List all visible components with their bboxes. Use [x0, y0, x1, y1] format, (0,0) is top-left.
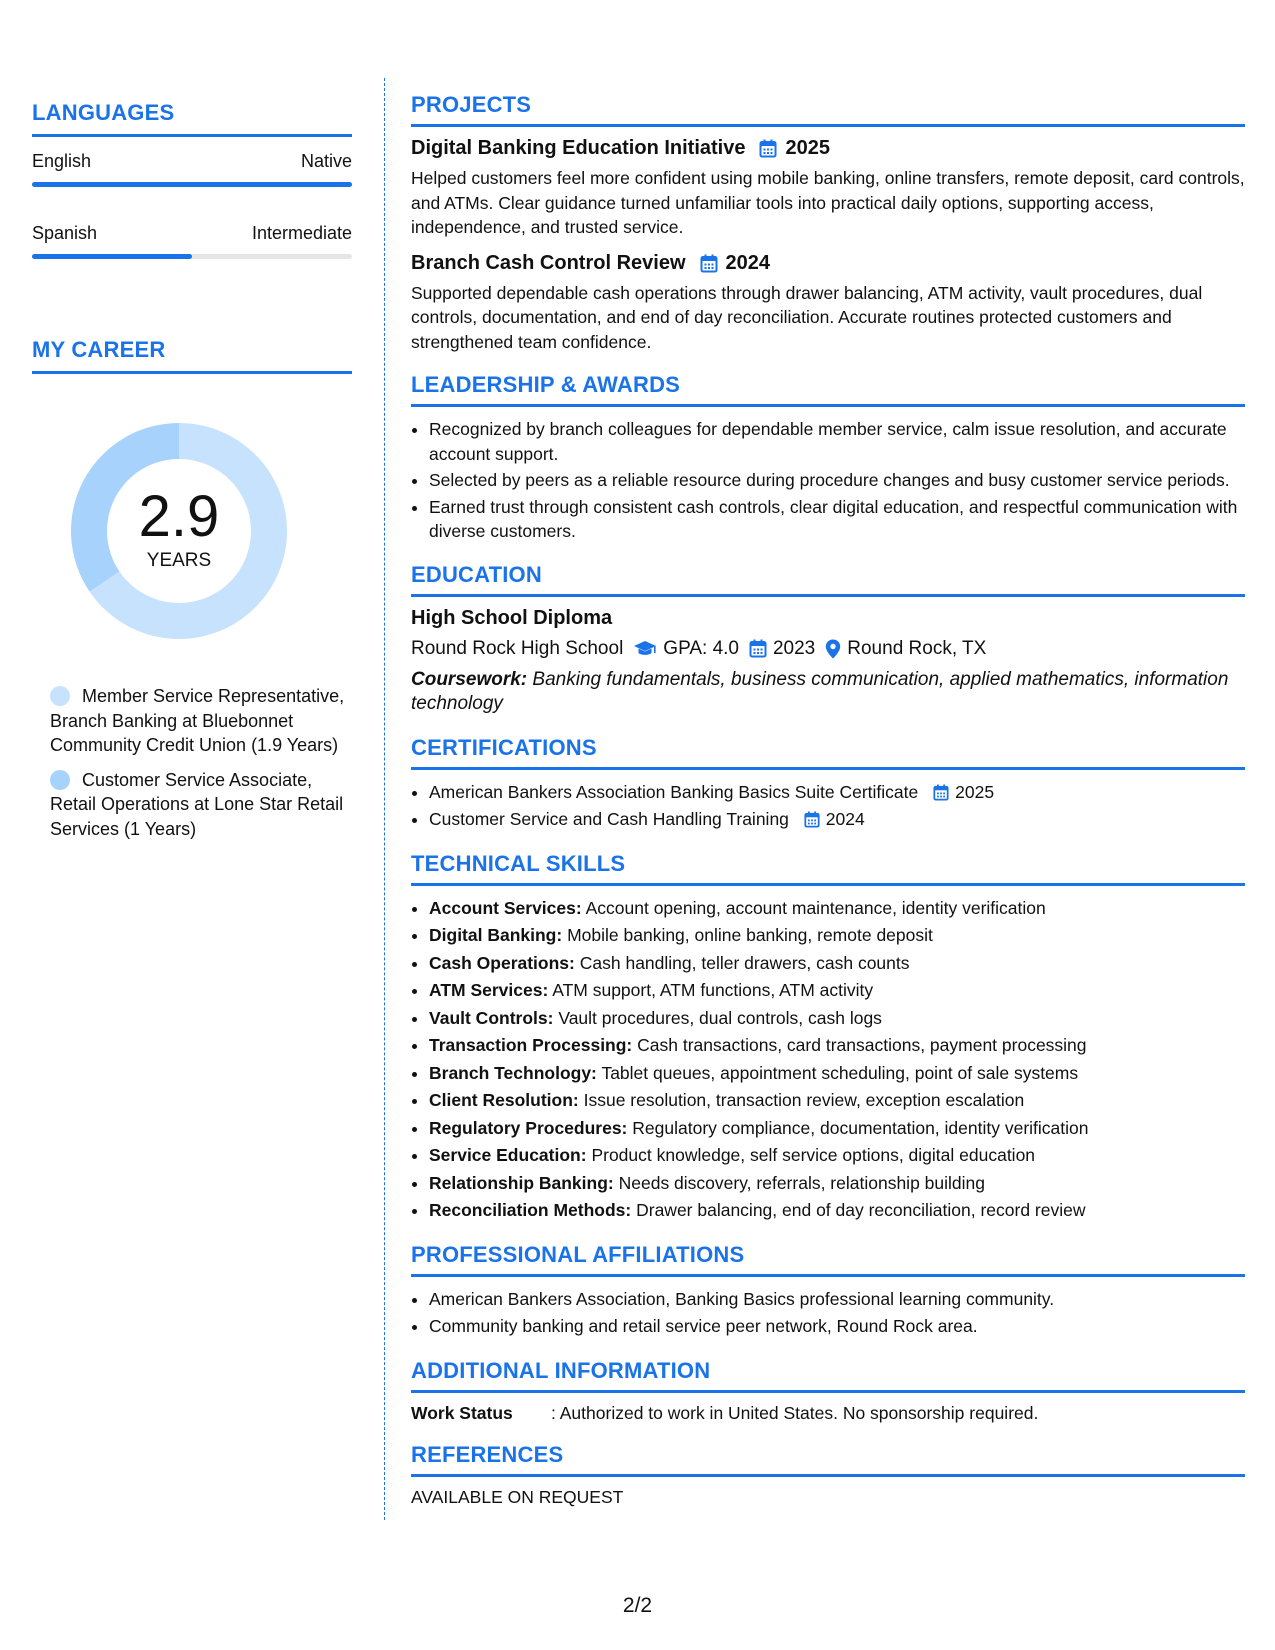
skill-item — [429, 923, 1245, 949]
affiliations-title: PROFESSIONAL AFFILIATIONS — [411, 1242, 1245, 1277]
skill-text: Needs discovery, referrals, relationship building — [618, 1172, 985, 1193]
language-level-bar — [32, 254, 352, 259]
project-description: Helped customers feel more confident using mobile banking, online transfers, remote deposit, card controls, and ATMs. Clear guidance turned unfamiliar tools into practical daily options, supporting access, independence, and trusted service. — [411, 168, 1245, 237]
skill-item — [429, 1143, 1245, 1169]
project-name: Digital Banking Education Initiative — [411, 137, 746, 159]
coursework-label: Coursework: — [411, 668, 528, 690]
graduation-cap-icon — [633, 640, 657, 658]
skill-item — [429, 1088, 1245, 1114]
skill-text: Issue resolution, transaction review, exception escalation — [583, 1090, 1025, 1110]
skill-item — [429, 896, 1245, 922]
skill-label: Branch Technology: — [429, 1062, 597, 1083]
certification-year: 2025 — [955, 781, 995, 802]
education-school: Round Rock High School — [411, 637, 624, 659]
skill-text: Product knowledge, self service options, digital education — [591, 1145, 1036, 1165]
project-name: Branch Cash Control Review — [411, 251, 686, 274]
language-item — [32, 151, 352, 187]
list-item — [429, 780, 1245, 806]
references-text: AVAILABLE ON REQUEST — [411, 1486, 624, 1507]
list-item: • American Bankers Association, Banking Basics professional learning community. — [429, 1287, 1245, 1313]
legend-dot-icon — [50, 770, 70, 790]
career-legend — [50, 684, 352, 841]
career-legend-item — [50, 684, 352, 758]
language-level: Native — [300, 151, 352, 171]
language-item — [32, 223, 352, 259]
skill-text: Account opening, account maintenance, identity verification — [585, 897, 1046, 918]
technical-skills-section — [411, 851, 1245, 1224]
language-level-bar-fill — [32, 254, 192, 259]
skill-label: Regulatory Procedures: — [429, 1117, 628, 1138]
list-item: • Selected by peers as a reliable resource during procedure changes and busy customer service periods. — [429, 468, 1245, 493]
work-status-row — [411, 1403, 1245, 1424]
list-item — [429, 807, 1245, 833]
skill-label: Transaction Processing: — [429, 1035, 633, 1055]
page-number: 2/2 — [622, 1594, 653, 1617]
skill-text: Regulatory compliance, documentation, identity verification — [632, 1117, 1089, 1138]
skill-item — [429, 1198, 1245, 1224]
skill-label: Relationship Banking: — [429, 1172, 614, 1193]
skill-text: Mobile banking, online banking, remote deposit — [567, 925, 933, 945]
right-column — [411, 92, 1245, 1526]
skill-label: ATM Services: — [429, 980, 549, 1000]
skill-text: Tablet queues, appointment scheduling, point of sale systems — [601, 1062, 1079, 1083]
language-level-bar — [32, 182, 352, 187]
certifications-title: CERTIFICATIONS — [411, 735, 1245, 770]
project-description: Supported dependable cash operations through drawer balancing, ATM activity, vault procedures, dual controls, documentation, and end of day reconciliation. Accurate routines protected customers and strengthened team confidence. — [411, 282, 1203, 352]
calendar-icon — [933, 784, 949, 801]
career-donut-chart — [64, 416, 294, 646]
list-item: • Recognized by branch colleagues for dependable member service, calm issue resolution, and accurate account support. — [429, 417, 1245, 466]
language-level-bar-fill — [32, 182, 352, 187]
calendar-icon — [700, 254, 718, 273]
additional-info-section — [411, 1358, 1245, 1424]
skill-item — [429, 1006, 1245, 1032]
skill-label: Vault Controls: — [429, 1007, 554, 1028]
projects-title: PROJECTS — [411, 92, 1245, 127]
skill-item — [429, 1033, 1245, 1059]
skill-item — [429, 978, 1245, 1004]
language-level: Intermediate — [251, 223, 352, 243]
skill-label: Service Education: — [429, 1145, 587, 1165]
calendar-icon — [749, 639, 767, 658]
skill-text: Vault procedures, dual controls, cash logs — [558, 1007, 882, 1028]
skill-item — [429, 1116, 1245, 1142]
education-title: EDUCATION — [411, 562, 1245, 597]
skill-item — [429, 1171, 1245, 1197]
career-years-label: YEARS — [146, 550, 212, 571]
affiliations-section — [411, 1242, 1245, 1340]
references-section — [411, 1442, 1245, 1508]
career-title: MY CAREER — [32, 337, 352, 374]
career-legend-label: Member Service Representative, Branch Banking at Bluebonnet Community Credit Union (1.9 Years) — [50, 686, 345, 755]
project-year: 2024 — [725, 251, 771, 274]
education-location: Round Rock, TX — [847, 637, 987, 659]
leadership-title: LEADERSHIP & AWARDS — [411, 372, 1245, 407]
work-status-value: : Authorized to work in United States. No sponsorship required. — [551, 1402, 1039, 1423]
location-pin-icon — [825, 639, 841, 659]
career-total-years: 2.9 — [138, 484, 220, 549]
skill-label: Account Services: — [429, 897, 582, 918]
education-section — [411, 562, 1245, 717]
project-heading — [411, 252, 1245, 275]
education-coursework — [411, 668, 1245, 717]
skill-text: ATM support, ATM functions, ATM activity — [552, 980, 874, 1000]
education-gpa: GPA: 4.0 — [663, 637, 739, 659]
language-name: English — [32, 151, 92, 171]
work-status-label: Work Status — [411, 1402, 513, 1423]
skill-label: Client Resolution: — [429, 1090, 579, 1110]
coursework-text: Banking fundamentals, business communication, applied mathematics, information technology — [411, 668, 1229, 714]
legend-dot-icon — [50, 686, 70, 706]
languages-title: LANGUAGES — [32, 100, 352, 137]
education-year: 2023 — [772, 637, 816, 659]
education-degree: High School Diploma — [411, 606, 613, 629]
skill-text: Cash transactions, card transactions, payment processing — [637, 1035, 1087, 1055]
certification-name: Customer Service and Cash Handling Training — [429, 809, 789, 829]
calendar-icon — [804, 811, 820, 828]
career-legend-label: Customer Service Associate, Retail Operations at Lone Star Retail Services (1 Years) — [50, 769, 344, 839]
list-item: • Community banking and retail service peer network, Round Rock area. — [429, 1314, 1245, 1340]
skill-label: Cash Operations: — [429, 952, 575, 973]
certifications-section — [411, 735, 1245, 833]
project-heading — [411, 137, 1245, 160]
skill-text: Drawer balancing, end of day reconciliation, record review — [636, 1200, 1086, 1220]
column-divider — [384, 78, 385, 1520]
leadership-section — [411, 372, 1245, 544]
skill-item — [429, 1061, 1245, 1087]
references-title: REFERENCES — [411, 1442, 1245, 1477]
skill-label: Reconciliation Methods: — [429, 1200, 632, 1220]
language-name: Spanish — [32, 223, 98, 243]
career-legend-item — [50, 768, 352, 842]
skill-text: Cash handling, teller drawers, cash counts — [579, 952, 910, 973]
calendar-icon — [759, 139, 777, 158]
skill-label: Digital Banking: — [429, 925, 563, 945]
technical-skills-title: TECHNICAL SKILLS — [411, 851, 1245, 886]
additional-info-title: ADDITIONAL INFORMATION — [411, 1358, 1245, 1393]
skill-item — [429, 951, 1245, 977]
list-item: • Earned trust through consistent cash controls, clear digital education, and respectful communication with diverse customers. — [429, 495, 1245, 544]
projects-section — [411, 92, 1245, 354]
certification-year: 2024 — [825, 809, 865, 829]
project-year: 2025 — [785, 137, 830, 159]
certification-name: American Bankers Association Banking Basics Suite Certificate — [429, 781, 919, 802]
education-details — [411, 638, 1245, 660]
left-column — [32, 100, 352, 851]
